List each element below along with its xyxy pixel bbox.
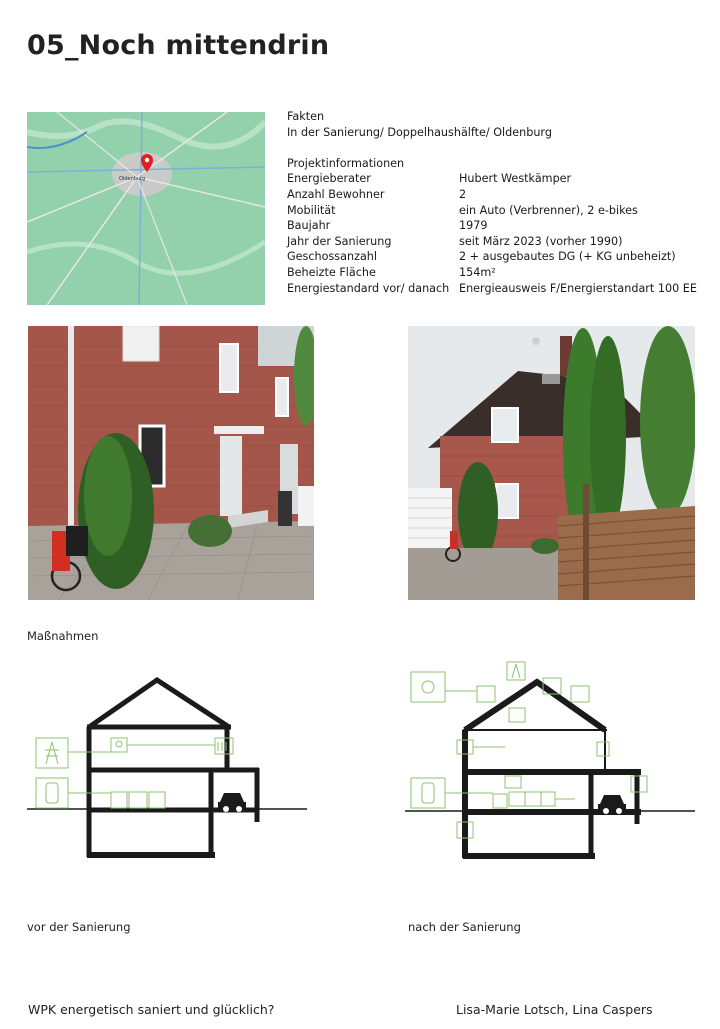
- footer-right: Lisa-Marie Lotsch, Lina Caspers: [456, 1002, 653, 1017]
- battery-icon: [541, 792, 555, 806]
- house-section-before: [27, 672, 312, 862]
- info-row: Energieberater Hubert Westkämper: [287, 172, 572, 186]
- facts-subtitle: In der Sanierung/ Doppelhaushälfte/ Oldenburg: [287, 125, 552, 139]
- project-info-heading: Projektinformationen: [287, 156, 405, 170]
- facts-heading: Fakten: [287, 110, 325, 123]
- footer-left: WPK energetisch saniert und glücklich?: [28, 1002, 275, 1017]
- info-row: Energiestandard vor/ danach Energieausweis F/Energierstandart 100 EE: [287, 281, 697, 295]
- location-map: [27, 112, 265, 305]
- pv-panel-icon: [477, 686, 495, 702]
- info-row: Anzahl Bewohner 2: [287, 187, 467, 201]
- info-row: Baujahr 1979: [287, 219, 488, 233]
- heater-icon: [493, 794, 507, 808]
- before-caption: vor der Sanierung: [27, 920, 131, 934]
- window-icon: [571, 686, 589, 702]
- heater-icon: [111, 792, 127, 808]
- info-row: Jahr der Sanierung seit März 2023 (vorher 1990): [287, 234, 623, 248]
- solar-thermal-icon: [411, 672, 445, 702]
- monitor-icon: [505, 776, 521, 788]
- lightbulb-icon: [111, 738, 127, 752]
- facts-block: [287, 109, 707, 296]
- hot-water-icon: [525, 792, 541, 806]
- after-caption: nach der Sanierung: [408, 920, 521, 934]
- ventilation-icon: [597, 742, 609, 756]
- info-row: Mobilität ein Auto (Verbrenner), 2 e-bikes: [287, 203, 638, 217]
- page-title: 05_Noch mittendrin: [27, 30, 330, 61]
- house-front-photo: [28, 326, 314, 600]
- lightbulb-icon: [509, 708, 525, 722]
- heat-pump-icon: [509, 792, 525, 806]
- hot-water-icon: [129, 792, 147, 808]
- info-row: Beheizte Fläche 154m²: [287, 265, 496, 279]
- house-side-photo: [408, 326, 695, 600]
- info-row: Geschossanzahl 2 + ausgebautes DG (+ KG unbeheizt): [287, 250, 676, 264]
- measures-heading: Maßnahmen: [27, 629, 99, 643]
- map-city-label: Oldenburg: [119, 176, 146, 182]
- house-section-after: [405, 658, 705, 862]
- water-tap-icon: [149, 792, 165, 808]
